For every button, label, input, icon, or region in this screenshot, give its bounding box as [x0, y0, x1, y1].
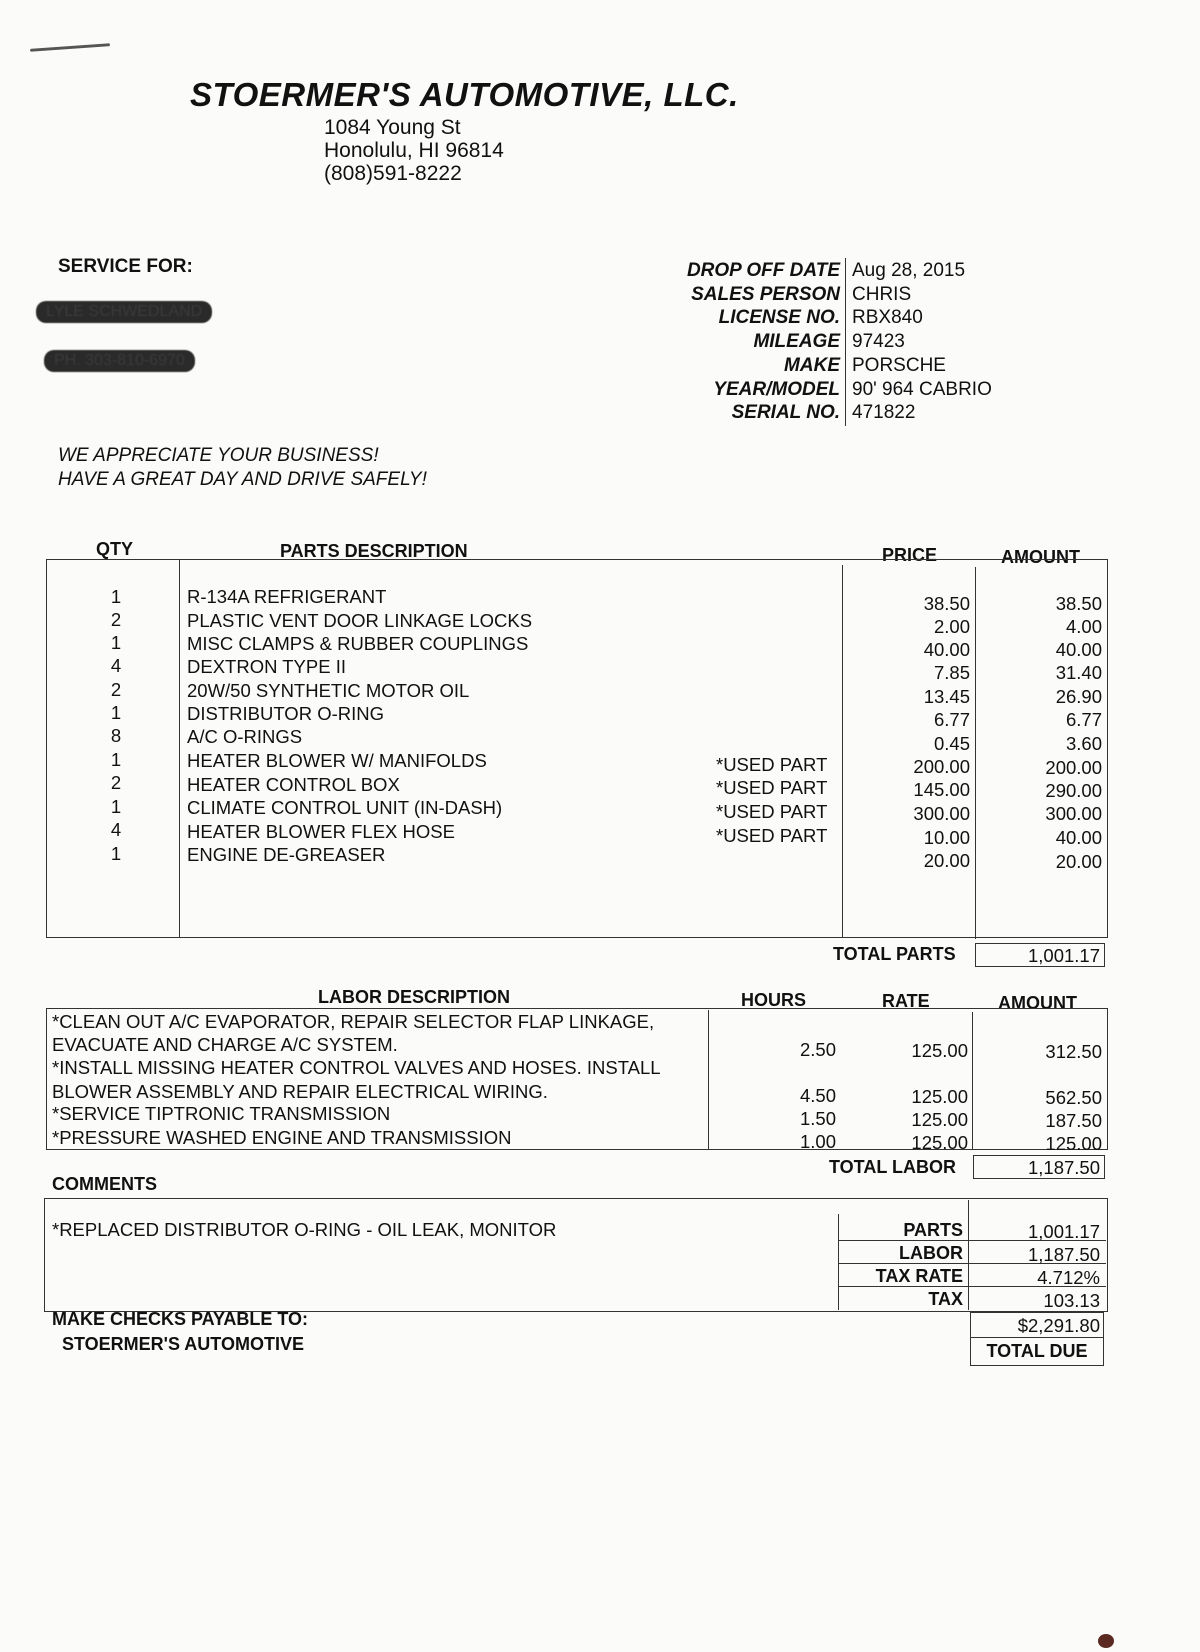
total-due-value: $2,291.80 [1017, 1315, 1100, 1336]
summary-parts-value: 1,001.17 [1027, 1221, 1100, 1242]
part-amount: 20.00 [1055, 851, 1102, 872]
labor-line: *SERVICE TIPTRONIC TRANSMISSION [52, 1103, 391, 1124]
part-price: 20.00 [923, 850, 970, 871]
payable-label: MAKE CHECKS PAYABLE TO: [52, 1309, 309, 1329]
part-price: 2.00 [933, 616, 970, 637]
part-qty: 1 [110, 843, 122, 864]
part-amount: 40.00 [1055, 827, 1102, 848]
part-price: 145.00 [913, 779, 970, 800]
part-price: 0.45 [933, 733, 970, 754]
company-phone: (808)591-8222 [324, 162, 462, 185]
part-desc: HEATER BLOWER W/ MANIFOLDS [187, 750, 487, 771]
labor-col-divider [708, 1010, 709, 1149]
company-address [324, 116, 504, 185]
scan-smudge [1098, 1634, 1114, 1648]
labor-amount-header: AMOUNT [998, 993, 1077, 1013]
part-price: 6.77 [933, 709, 970, 730]
thanks-line-1: WE APPRECIATE YOUR BUSINESS! [58, 445, 379, 466]
labor-line: BLOWER ASSEMBLY AND REPAIR ELECTRICAL WIRING. [52, 1081, 548, 1102]
drop-off-date-value: Aug 28, 2015 [852, 260, 966, 281]
part-amount: 6.77 [1065, 709, 1102, 730]
customer-phone-redacted: PH. 303-810-6970 [44, 350, 195, 372]
part-amount: 26.90 [1055, 686, 1102, 707]
part-desc: R-134A REFRIGERANT [187, 586, 387, 607]
labor-amount: 562.50 [1045, 1087, 1102, 1108]
mileage-value: 97423 [852, 331, 905, 352]
part-amount: 31.40 [1055, 662, 1102, 683]
comment-text: *REPLACED DISTRIBUTOR O-RING - OIL LEAK, MONITOR [52, 1219, 557, 1240]
used-part-note: *USED PART [716, 825, 828, 846]
sales-person-label: SALES PERSON [691, 284, 840, 305]
parts-description-header: PARTS DESCRIPTION [280, 541, 468, 561]
total-parts-label: TOTAL PARTS [833, 944, 956, 964]
part-price: 38.50 [923, 593, 970, 614]
serial-no-label: SERIAL NO. [731, 402, 840, 423]
info-divider [845, 258, 846, 426]
part-qty: 1 [110, 796, 122, 817]
parts-col-divider [975, 567, 976, 939]
company-name: STOERMER'S AUTOMOTIVE, LLC. [190, 76, 739, 113]
part-price: 200.00 [913, 756, 970, 777]
service-for-label: SERVICE FOR: [58, 256, 193, 277]
part-qty: 2 [110, 679, 122, 700]
part-qty: 1 [110, 632, 122, 653]
summary-labor-value: 1,187.50 [1027, 1244, 1100, 1265]
part-price: 7.85 [933, 662, 970, 683]
hours-header: HOURS [741, 990, 807, 1010]
part-desc: A/C O-RINGS [187, 726, 303, 747]
part-qty: 1 [110, 749, 122, 770]
year-model-label: YEAR/MODEL [713, 379, 840, 400]
labor-hours: 4.50 [799, 1085, 836, 1106]
thank-you-message [58, 444, 427, 492]
part-amount: 38.50 [1055, 593, 1102, 614]
tax-rate-label: TAX RATE [875, 1266, 963, 1286]
comments-label: COMMENTS [52, 1174, 157, 1194]
part-price: 300.00 [913, 803, 970, 824]
parts-col-divider [179, 559, 180, 937]
part-desc: MISC CLAMPS & RUBBER COUPLINGS [187, 633, 529, 654]
part-qty: 4 [110, 819, 122, 840]
part-amount: 290.00 [1045, 780, 1102, 801]
part-qty: 1 [110, 586, 122, 607]
labor-rate: 125.00 [911, 1132, 968, 1153]
thanks-line-2: HAVE A GREAT DAY AND DRIVE SAFELY! [58, 469, 427, 490]
total-parts-value: 1,001.17 [975, 943, 1105, 967]
labor-line: *PRESSURE WASHED ENGINE AND TRANSMISSION [52, 1127, 512, 1148]
tax-value: 103.13 [1043, 1290, 1100, 1311]
serial-no-value: 471822 [852, 402, 916, 423]
total-labor-label: TOTAL LABOR [829, 1157, 956, 1177]
year-model-value: 90' 964 CABRIO [852, 379, 992, 400]
part-qty: 2 [110, 772, 122, 793]
labor-line: *CLEAN OUT A/C EVAPORATOR, REPAIR SELECTOR FLAP LINKAGE, [52, 1011, 655, 1032]
labor-line: EVACUATE AND CHARGE A/C SYSTEM. [52, 1034, 398, 1055]
amount-header: AMOUNT [1001, 547, 1080, 567]
total-due-label: TOTAL DUE [986, 1341, 1088, 1361]
part-qty: 1 [110, 702, 122, 723]
price-header: PRICE [882, 545, 938, 565]
labor-col-divider [972, 1012, 973, 1150]
license-no-label: LICENSE NO. [718, 307, 840, 328]
labor-rate: 125.00 [911, 1086, 968, 1107]
address-line-1: 1084 Young St [324, 116, 461, 139]
part-qty: 2 [110, 609, 122, 630]
license-no-value: RBX840 [852, 307, 923, 328]
part-desc: CLIMATE CONTROL UNIT (IN-DASH) [187, 797, 503, 818]
mileage-label: MILEAGE [753, 331, 840, 352]
part-price: 13.45 [923, 686, 970, 707]
part-desc: HEATER BLOWER FLEX HOSE [187, 821, 455, 842]
part-desc: DEXTRON TYPE II [187, 656, 346, 677]
labor-amount: 125.00 [1045, 1133, 1102, 1154]
customer-name-redacted: LYLE SCHWEDLAND [36, 301, 212, 323]
part-price: 40.00 [923, 639, 970, 660]
part-qty: 8 [110, 725, 122, 746]
drop-off-date-label: DROP OFF DATE [686, 260, 840, 281]
total-labor-value: 1,187.50 [973, 1155, 1105, 1179]
summary-divider [838, 1214, 839, 1310]
part-desc: PLASTIC VENT DOOR LINKAGE LOCKS [187, 610, 533, 631]
part-price: 10.00 [923, 827, 970, 848]
tax-label: TAX [928, 1289, 963, 1309]
summary-divider [968, 1200, 969, 1310]
summary-labor-label: LABOR [899, 1243, 963, 1263]
part-amount: 300.00 [1045, 803, 1102, 824]
used-part-note: *USED PART [716, 801, 828, 822]
scan-mark [30, 43, 110, 52]
used-part-note: *USED PART [716, 754, 828, 775]
qty-header: QTY [96, 539, 134, 559]
make-value: PORSCHE [852, 355, 946, 376]
part-desc: HEATER CONTROL BOX [187, 774, 400, 795]
labor-hours: 2.50 [799, 1039, 836, 1060]
part-amount: 40.00 [1055, 639, 1102, 660]
labor-amount: 187.50 [1045, 1110, 1102, 1131]
used-part-note: *USED PART [716, 777, 828, 798]
address-line-2: Honolulu, HI 96814 [324, 139, 504, 162]
make-label: MAKE [784, 355, 840, 376]
labor-description-header: LABOR DESCRIPTION [318, 987, 511, 1007]
part-qty: 4 [110, 655, 122, 676]
part-amount: 200.00 [1045, 757, 1102, 778]
rate-header: RATE [882, 991, 930, 1011]
part-desc: ENGINE DE-GREASER [187, 844, 386, 865]
part-desc: DISTRIBUTOR O-RING [187, 703, 384, 724]
part-amount: 4.00 [1065, 616, 1102, 637]
labor-amount: 312.50 [1045, 1041, 1102, 1062]
part-desc: 20W/50 SYNTHETIC MOTOR OIL [187, 680, 470, 701]
labor-line: *INSTALL MISSING HEATER CONTROL VALVES AND HOSES. INSTALL [52, 1057, 661, 1078]
summary-parts-label: PARTS [903, 1220, 963, 1240]
total-due-divider [970, 1337, 1104, 1338]
tax-rate-value: 4.712% [1037, 1267, 1100, 1288]
labor-hours: 1.00 [799, 1131, 836, 1152]
labor-rate: 125.00 [911, 1040, 968, 1061]
part-amount: 3.60 [1065, 733, 1102, 754]
sales-person-value: CHRIS [852, 284, 912, 305]
labor-rate: 125.00 [911, 1109, 968, 1130]
payable-name: STOERMER'S AUTOMOTIVE [62, 1334, 304, 1354]
labor-hours: 1.50 [799, 1108, 836, 1129]
